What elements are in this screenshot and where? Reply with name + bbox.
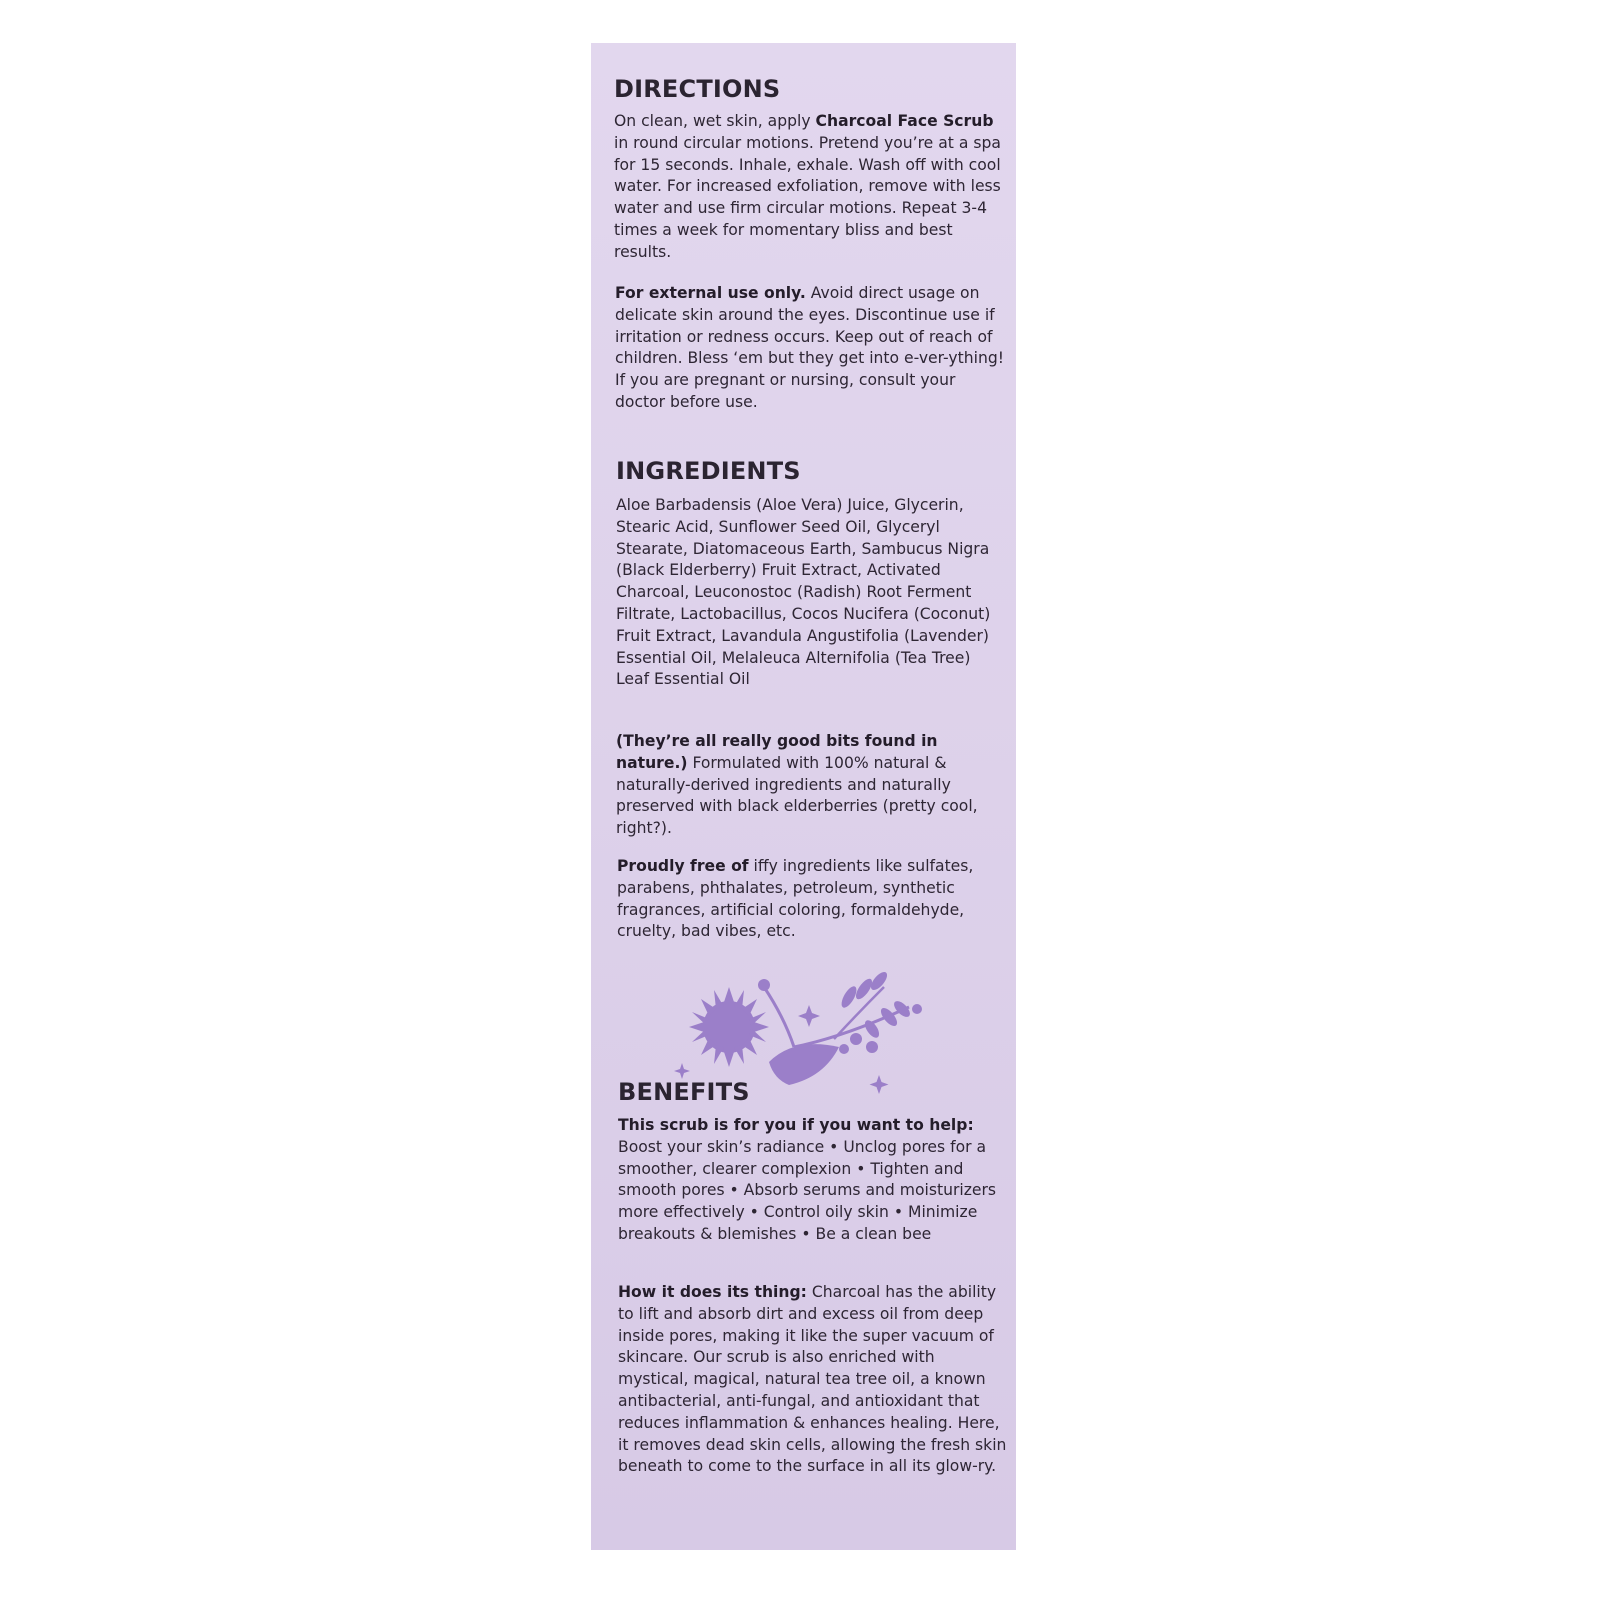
directions-heading: DIRECTIONS (614, 75, 781, 103)
free-of-text: iffy ingredients like sulfates, parabens, phthalates, petroleum, synthetic fragrances, artificial coloring, formaldehyde, cruelty, bad vibes, etc. (617, 857, 974, 941)
natural-paragraph (616, 731, 1006, 840)
product-label-panel (591, 43, 1016, 1550)
benefits-text: Boost your skin’s radiance • Unclog pores for a smoother, clearer complexion • Tighten and smooth pores • Absorb serums and moisturizers more effectively • Control oily skin • Minimize breakouts & blemishes • Be a clean bee (618, 1137, 997, 1243)
warning-text: Avoid direct usage on delicate skin around the eyes. Discontinue use if irritation or redness occurs. Keep out of reach of children. Bless ‘em but they get into e-ver-ything! If you are pregnant or nursing, consult your doctor before use. (615, 284, 1005, 411)
how-it-works-text: Charcoal has the ability to lift and absorb dirt and excess oil from deep inside pores, making it like the super vacuum of skincare. Our scrub is also enriched with mystical, magical, natural tea tree oil, a known antibacterial, anti-fungal, and antioxidant that reduces inflammation & enhances healing. Here, it removes dead skin cells, allowing the fresh skin beneath to come to the surface in all its glow-ry. (618, 1283, 1007, 1476)
natural-lead: (They’re all really good bits found in nature.) (616, 732, 938, 772)
flower-icon (689, 987, 769, 1067)
ingredients-list: Aloe Barbadensis (Aloe Vera) Juice, Glycerin, Stearic Acid, Sunflower Seed Oil, Glyceryl Stearate, Diatomaceous Earth, Sambucus Nigra (Black Elderberry) Fruit Extract, Activated Charcoal, Leuconostoc (Radish) Root Ferment Filtrate, Lactobacillus, Cocos Nucifera (Coconut) Fruit Extract, Lavandula Angustifolia (Lavender) Essential Oil, Melaleuca Alternifolia (Tea Tree) Leaf Essential Oil (616, 496, 991, 689)
free-of-paragraph (617, 856, 1007, 943)
sparkle-icon (870, 1075, 889, 1094)
natural-text: Formulated with 100% natural & naturally-derived ingredients and naturally preserved with black elderberries (pretty cool, right?). (616, 753, 978, 838)
how-it-works-paragraph (618, 1282, 1008, 1478)
free-of-lead: Proudly free of (617, 857, 749, 875)
sparkle-icon (798, 1005, 820, 1027)
how-it-works-lead: How it does its thing: (618, 1283, 807, 1301)
benefits-heading: BENEFITS (618, 1078, 750, 1106)
warning-paragraph (615, 283, 1005, 414)
directions-text-start: On clean, wet skin, apply (614, 112, 816, 130)
sparkle-icon (674, 1063, 690, 1079)
directions-text-rest: in round circular motions. Pretend you’re at a spa for 15 seconds. Inhale, exhale. Wash off with cool water. For increased exfoliation, remove with less water and use firm circular motions. Repeat 3-4 times a week for momentary bliss and best results. (614, 133, 1001, 261)
benefits-paragraph (618, 1115, 1008, 1246)
directions-paragraph (614, 111, 1004, 264)
product-name: Charcoal Face Scrub (815, 112, 994, 130)
ingredients-heading: INGREDIENTS (616, 457, 801, 485)
warning-lead: For external use only. (615, 284, 806, 302)
benefits-lead: This scrub is for you if you want to help: (618, 1116, 974, 1134)
